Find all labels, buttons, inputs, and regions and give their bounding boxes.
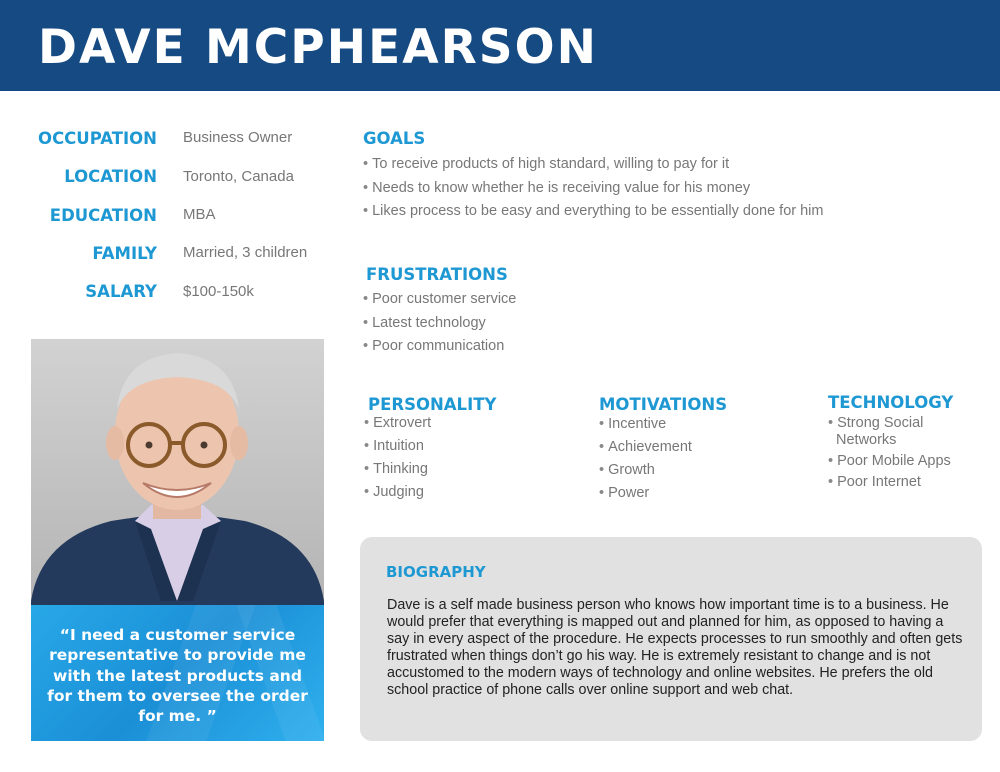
personality-list xyxy=(364,412,431,504)
technology-list xyxy=(828,415,978,495)
list-item: • Intuition xyxy=(364,435,431,458)
occupation-value: Business Owner xyxy=(183,129,293,146)
goals-title: GOALS xyxy=(363,129,426,148)
motivations-title: MOTIVATIONS xyxy=(599,395,728,414)
family-value: Married, 3 children xyxy=(183,244,308,261)
technology-title: TECHNOLOGY xyxy=(828,393,954,412)
list-item: • Growth xyxy=(599,459,692,482)
list-item: • Power xyxy=(599,482,692,505)
motivations-list xyxy=(599,413,692,505)
list-item: • Judging xyxy=(364,481,431,504)
header-bar xyxy=(0,0,1000,91)
frustrations-list xyxy=(363,288,516,359)
personality-title: PERSONALITY xyxy=(368,395,497,414)
persona-name: DAVE MCPHEARSON xyxy=(38,20,598,75)
goals-list xyxy=(363,153,823,224)
biography-title: BIOGRAPHY xyxy=(386,563,486,581)
occupation-label: OCCUPATION xyxy=(38,129,157,148)
location-value: Toronto, Canada xyxy=(183,168,294,185)
list-item: • Likes process to be easy and everything to be essentially done for him xyxy=(363,200,823,224)
frustrations-title: FRUSTRATIONS xyxy=(366,265,508,284)
list-item: • To receive products of high standard, willing to pay for it xyxy=(363,153,823,177)
list-item: • Thinking xyxy=(364,458,431,481)
persona-photo xyxy=(31,339,324,741)
persona-quote: “I need a customer service representative to provide me with the latest products and for them to oversee the order for me. ” xyxy=(47,626,308,726)
list-item: • Achievement xyxy=(599,436,692,459)
biography-text: Dave is a self made business person who knows how important time is to a business. He would prefer that everything is mapped out and planned for him, as opposed to having a say in every aspect of the procedure. He expects processes to run smoothly and often gets frustrated when things don’t go his way. He is extremely resistant to change and is not accustomed to the modern ways of technology and online websites. He prefers the old school practice of phone calls over online support and web chat. xyxy=(387,597,963,698)
list-item: • Incentive xyxy=(599,413,692,436)
salary-value: $100-150k xyxy=(183,283,254,300)
list-item: • Poor Internet xyxy=(828,474,978,491)
education-label: EDUCATION xyxy=(49,206,157,225)
quote-box xyxy=(31,605,324,741)
biography-panel xyxy=(360,537,982,741)
list-item: • Poor customer service xyxy=(363,288,516,312)
list-item: • Needs to know whether he is receiving value for his money xyxy=(363,177,823,201)
family-label: FAMILY xyxy=(92,244,157,263)
location-label: LOCATION xyxy=(64,167,157,186)
list-item: • Strong Social Networks xyxy=(828,415,978,449)
education-value: MBA xyxy=(183,206,216,223)
list-item: • Poor Mobile Apps xyxy=(828,453,978,470)
list-item: • Extrovert xyxy=(364,412,431,435)
salary-label: SALARY xyxy=(85,282,157,301)
list-item: • Poor communication xyxy=(363,335,516,359)
list-item: • Latest technology xyxy=(363,312,516,336)
